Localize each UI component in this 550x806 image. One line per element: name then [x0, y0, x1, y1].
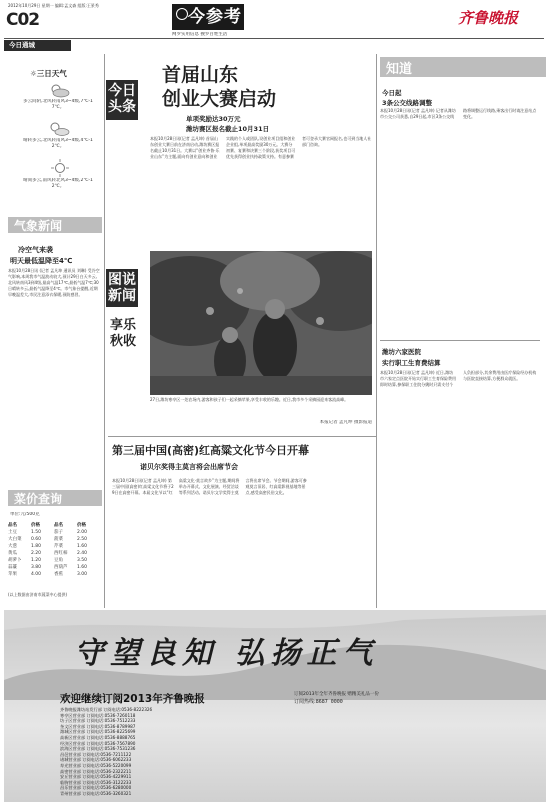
vegetable-table-row [8, 564, 100, 571]
photo [150, 251, 372, 395]
ad-promo-title: 欢迎继续订阅2013年齐鲁晚报 [60, 693, 205, 705]
ad-subscription-row: 经济区营业部 订阅电话:0536-7567890 [60, 740, 136, 746]
vegetable-name: 胡萝卜 [8, 558, 22, 563]
ad-subscription-row: 坊子区营业部 订阅电话:0536-7512233 [60, 718, 136, 724]
ad-subscription-row: 高新区营业部 订阅电话:0536-8888765 [60, 734, 136, 740]
vegetable-name: 西葫芦 [54, 565, 68, 570]
story2-title: 第三届中国(高密)红高粱文化节今日开幕 [112, 444, 310, 457]
photo-caption: 27日,潍坊寒亭区一处农场内,游客和孩子们一起采摘苹果,享受丰收的乐趣。近日,我市多个采摘园迎来客流高峰。 [150, 397, 349, 402]
vegetable-price: 2.00 [77, 530, 88, 535]
vegetable-price: 4.00 [31, 572, 42, 577]
vegetable-name: 茄子 [54, 530, 63, 535]
news2-title-2: 实行职工生育费结算 [382, 359, 441, 367]
vegetable-price: 1.20 [31, 558, 42, 563]
headline-line-2: 创业大赛启动 [162, 88, 277, 110]
vegetable-table-row [8, 529, 100, 536]
brand-logo-icon [176, 8, 188, 20]
photo-news-label: 图说新闻 [106, 269, 138, 307]
news2-title-1: 潍坊六家医院 [382, 348, 421, 356]
weather-day-3: 晴间多云,南风转北风3~4级,2℃-12℃。 [23, 178, 93, 189]
vegetable-price: 1.80 [31, 544, 42, 549]
vegetable-price: 1.50 [31, 530, 42, 535]
photo-caption-title: 享乐秋收 [110, 318, 137, 349]
vegetable-price: 1.60 [77, 544, 88, 549]
vegetable-price: 1.60 [77, 565, 88, 570]
section-tab: 今日通城 [4, 40, 71, 51]
partly-cloudy-icon [48, 82, 70, 98]
vegetable-name: 黄瓜 [8, 551, 17, 556]
vegetable-table [8, 522, 100, 578]
vegetable-price: 2.50 [77, 537, 88, 542]
weather-day-2: 晴转多云,北风转南风3~4级,4℃-12℃。 [23, 138, 93, 149]
vegetable-name: 蒜薹 [8, 565, 17, 570]
ad-subscription-row: 青州营业部 订阅电话:0536-3260321 [60, 790, 132, 796]
vegetable-name: 大葱 [8, 544, 17, 549]
sun-cloud-icon [48, 121, 70, 137]
vegetable-unit: 单位:元/500克 [10, 512, 40, 517]
column-rule-left [104, 54, 105, 608]
news2-body: 本报10月28日讯(记者 孟凡坤) 近日,潍坊市六家定点医院开始实行职工生育保险费用即时结算,参保职工住院分娩时只需支付个人负担部分,其余费用由医疗保险经办机构与医院直接结算,方便群众就医。 [380, 370, 537, 387]
page-code: C02 [6, 10, 40, 30]
date-line: 2012年10月29日 星期一 编辑:孟文森 组版:王景秀 [8, 3, 99, 8]
today-headline-label: 今日头条 [106, 80, 138, 120]
weather-day-1: 多云间阴,北风转南风3~4级,7℃-17℃。 [23, 99, 93, 110]
apple-picking-photo [150, 251, 372, 395]
news1-title-2: 3条公交线路调整 [382, 99, 433, 107]
story-divider [108, 436, 376, 437]
story2-subtitle: 诺贝尔奖得主莫言将会出席节会 [140, 463, 238, 471]
ad-subscription-row: 昌邑营业部 订阅电话:0536-7211122 [60, 751, 132, 757]
vegetable-price: 3.00 [77, 572, 88, 577]
vegetable-name: 香蕉 [54, 572, 63, 577]
ad-subscription-row: 昌乐营业部 订阅电话:0536-6280000 [60, 785, 132, 791]
vegetable-price: 2.20 [31, 551, 42, 556]
vegetable-price: 0.60 [31, 537, 42, 542]
vegetable-price: 3.80 [31, 565, 42, 570]
weather-news-bar: 气象新闻 [8, 217, 102, 233]
ad-subscription-row: 安丘营业部 订阅电话:0536-4229911 [60, 774, 132, 780]
subhead-2: 潍坊赛区报名截止10月31日 [186, 125, 270, 133]
vegetable-name: 西红柿 [54, 551, 68, 556]
vegetable-price: 3.50 [77, 558, 88, 563]
ad-subscription-row: 寿光营业部 订阅电话:0536-5220099 [60, 762, 132, 768]
vegetable-name: 大白菜 [8, 537, 22, 542]
brand-title: 今参考 [188, 7, 242, 27]
vegetable-table-row [8, 571, 100, 578]
ad-subscription-list [60, 707, 360, 797]
ad-subscription-row: 奎文区营业部 订阅电话:0536-8789987 [60, 723, 136, 729]
weather-title: ☼三日天气 [30, 69, 67, 78]
vegetable-name: 豆角 [54, 558, 63, 563]
subhead: 单项奖励达30万元 [186, 115, 241, 123]
header-rule [4, 38, 544, 39]
subscription-ad [4, 610, 546, 802]
cold-front-body: 本报10月28日讯 (记者 孟凡坤 通讯员 刘琳) 受冷空气影响,本周我市气温波动较大,预计29日白天多云,北风转南风3到4级,最高气温17℃,最低气温7℃;30日晴转多云,最低气温降至4℃。市气象台提醒,近期早晚温差大,市民注意添衣保暖,预防感冒。 [8, 268, 100, 297]
vegetable-table-row [8, 557, 100, 564]
ad-subscription-row: 寒亭区营业部 订阅电话:0536-7260118 [60, 712, 136, 718]
vegetable-price: 2.40 [77, 551, 88, 556]
ad-subscription-row: 潍城区营业部 订阅电话:0536-8225699 [60, 729, 136, 735]
vegetable-table-header: 品名 价格 品名 价格 [8, 523, 86, 528]
news1-title-1: 今日起 [382, 89, 402, 97]
column-rule-right [376, 54, 377, 608]
brand-subtitle: 网罗实用信息 搜罗百姓生活 [172, 32, 228, 37]
photo-credit: 本报记者 孟凡坤 摄影报道 [319, 420, 372, 425]
ad-promo-side: 订阅2013年全年齐鲁晚报 赠精美礼品一份 [294, 692, 379, 697]
ad-subscription-row: 诸城营业部 订阅电话:0536-6062233 [60, 757, 132, 763]
sun-icon [50, 159, 70, 177]
cold-front-headline: 明天最低温降至4℃ [10, 257, 73, 265]
right-section-bar: 知道 [380, 57, 546, 77]
news1-body: 本报10月28日讯(记者 孟凡坤) 记者从潍坊市公交公司获悉,自29日起,市区3条公交线路将调整运行线路,乘客出行时请注意站点变化。 [380, 108, 537, 119]
story2-body: 本报10月28日讯(记者 孟凡坤) 第三届中国(高密)红高粱文化节将于29日在高密开幕。本届文化节以“红高粱文化·莫言故乡”为主题,期间将举办开幕式、文化展演、经贸洽谈等系列活动。诺贝尔文学奖得主莫言将出席节会。节会期间,游客可参观莫言旧居、红高粱影视基地等景点,感受高密民俗文化。 [112, 478, 307, 495]
brand-banner [172, 4, 244, 30]
ad-subscription-row: 临朐营业部 订阅电话:0536-3122233 [60, 779, 132, 785]
ad-subscription-row: 滨海区营业部 订阅电话:0536-7531236 [60, 746, 136, 752]
vegetable-table-row [8, 536, 100, 543]
ad-slogan: 守望良知 弘扬正气 [74, 636, 379, 671]
article-body: 本报10月28日讯(记者 孟凡坤) 首届山东创业大赛日前在济南启动,潍坊赛区报名截止10月31日。大赛以“创业齐鲁·乐业山东”为主题,面向有创业意向和创业实践的个人或团队,设创业项目组和创业企业组,单项最高奖励30万元。大赛分初赛、复赛和决赛三个阶段,获奖项目可优先获得创业扶持政策支持。有意参赛者可登录大赛官网报名,也可到当地人社部门咨询。 [150, 136, 372, 159]
newspaper-logo: 齐鲁晚报 [458, 9, 519, 27]
vegetable-name: 芹菜 [54, 544, 63, 549]
vegetable-name: 菠菜 [54, 537, 63, 542]
weather-icon: ☼ [30, 69, 37, 78]
cold-front-title: 冷空气来袭 [18, 246, 53, 254]
ad-subscription-row: 高密营业部 订阅电话:0536-2322211 [60, 768, 132, 774]
ad-hotline: 订阅热线:8687 0000 [294, 699, 343, 705]
vegetable-name: 苹果 [8, 572, 17, 577]
vegetable-table-row [8, 543, 100, 550]
vegetable-name: 土豆 [8, 530, 17, 535]
right-divider [380, 340, 540, 341]
vegetable-price-bar: 菜价查询 [8, 490, 102, 506]
vegetable-note: (以上数据由济南市蔬菜中心提供) [8, 592, 68, 597]
vegetable-table-row [8, 550, 100, 557]
headline-line-1: 首届山东 [162, 64, 239, 86]
ad-subscription-row: 齐鲁晚报潍坊站发行部 订阅电话:0536-8222326 [60, 707, 153, 712]
